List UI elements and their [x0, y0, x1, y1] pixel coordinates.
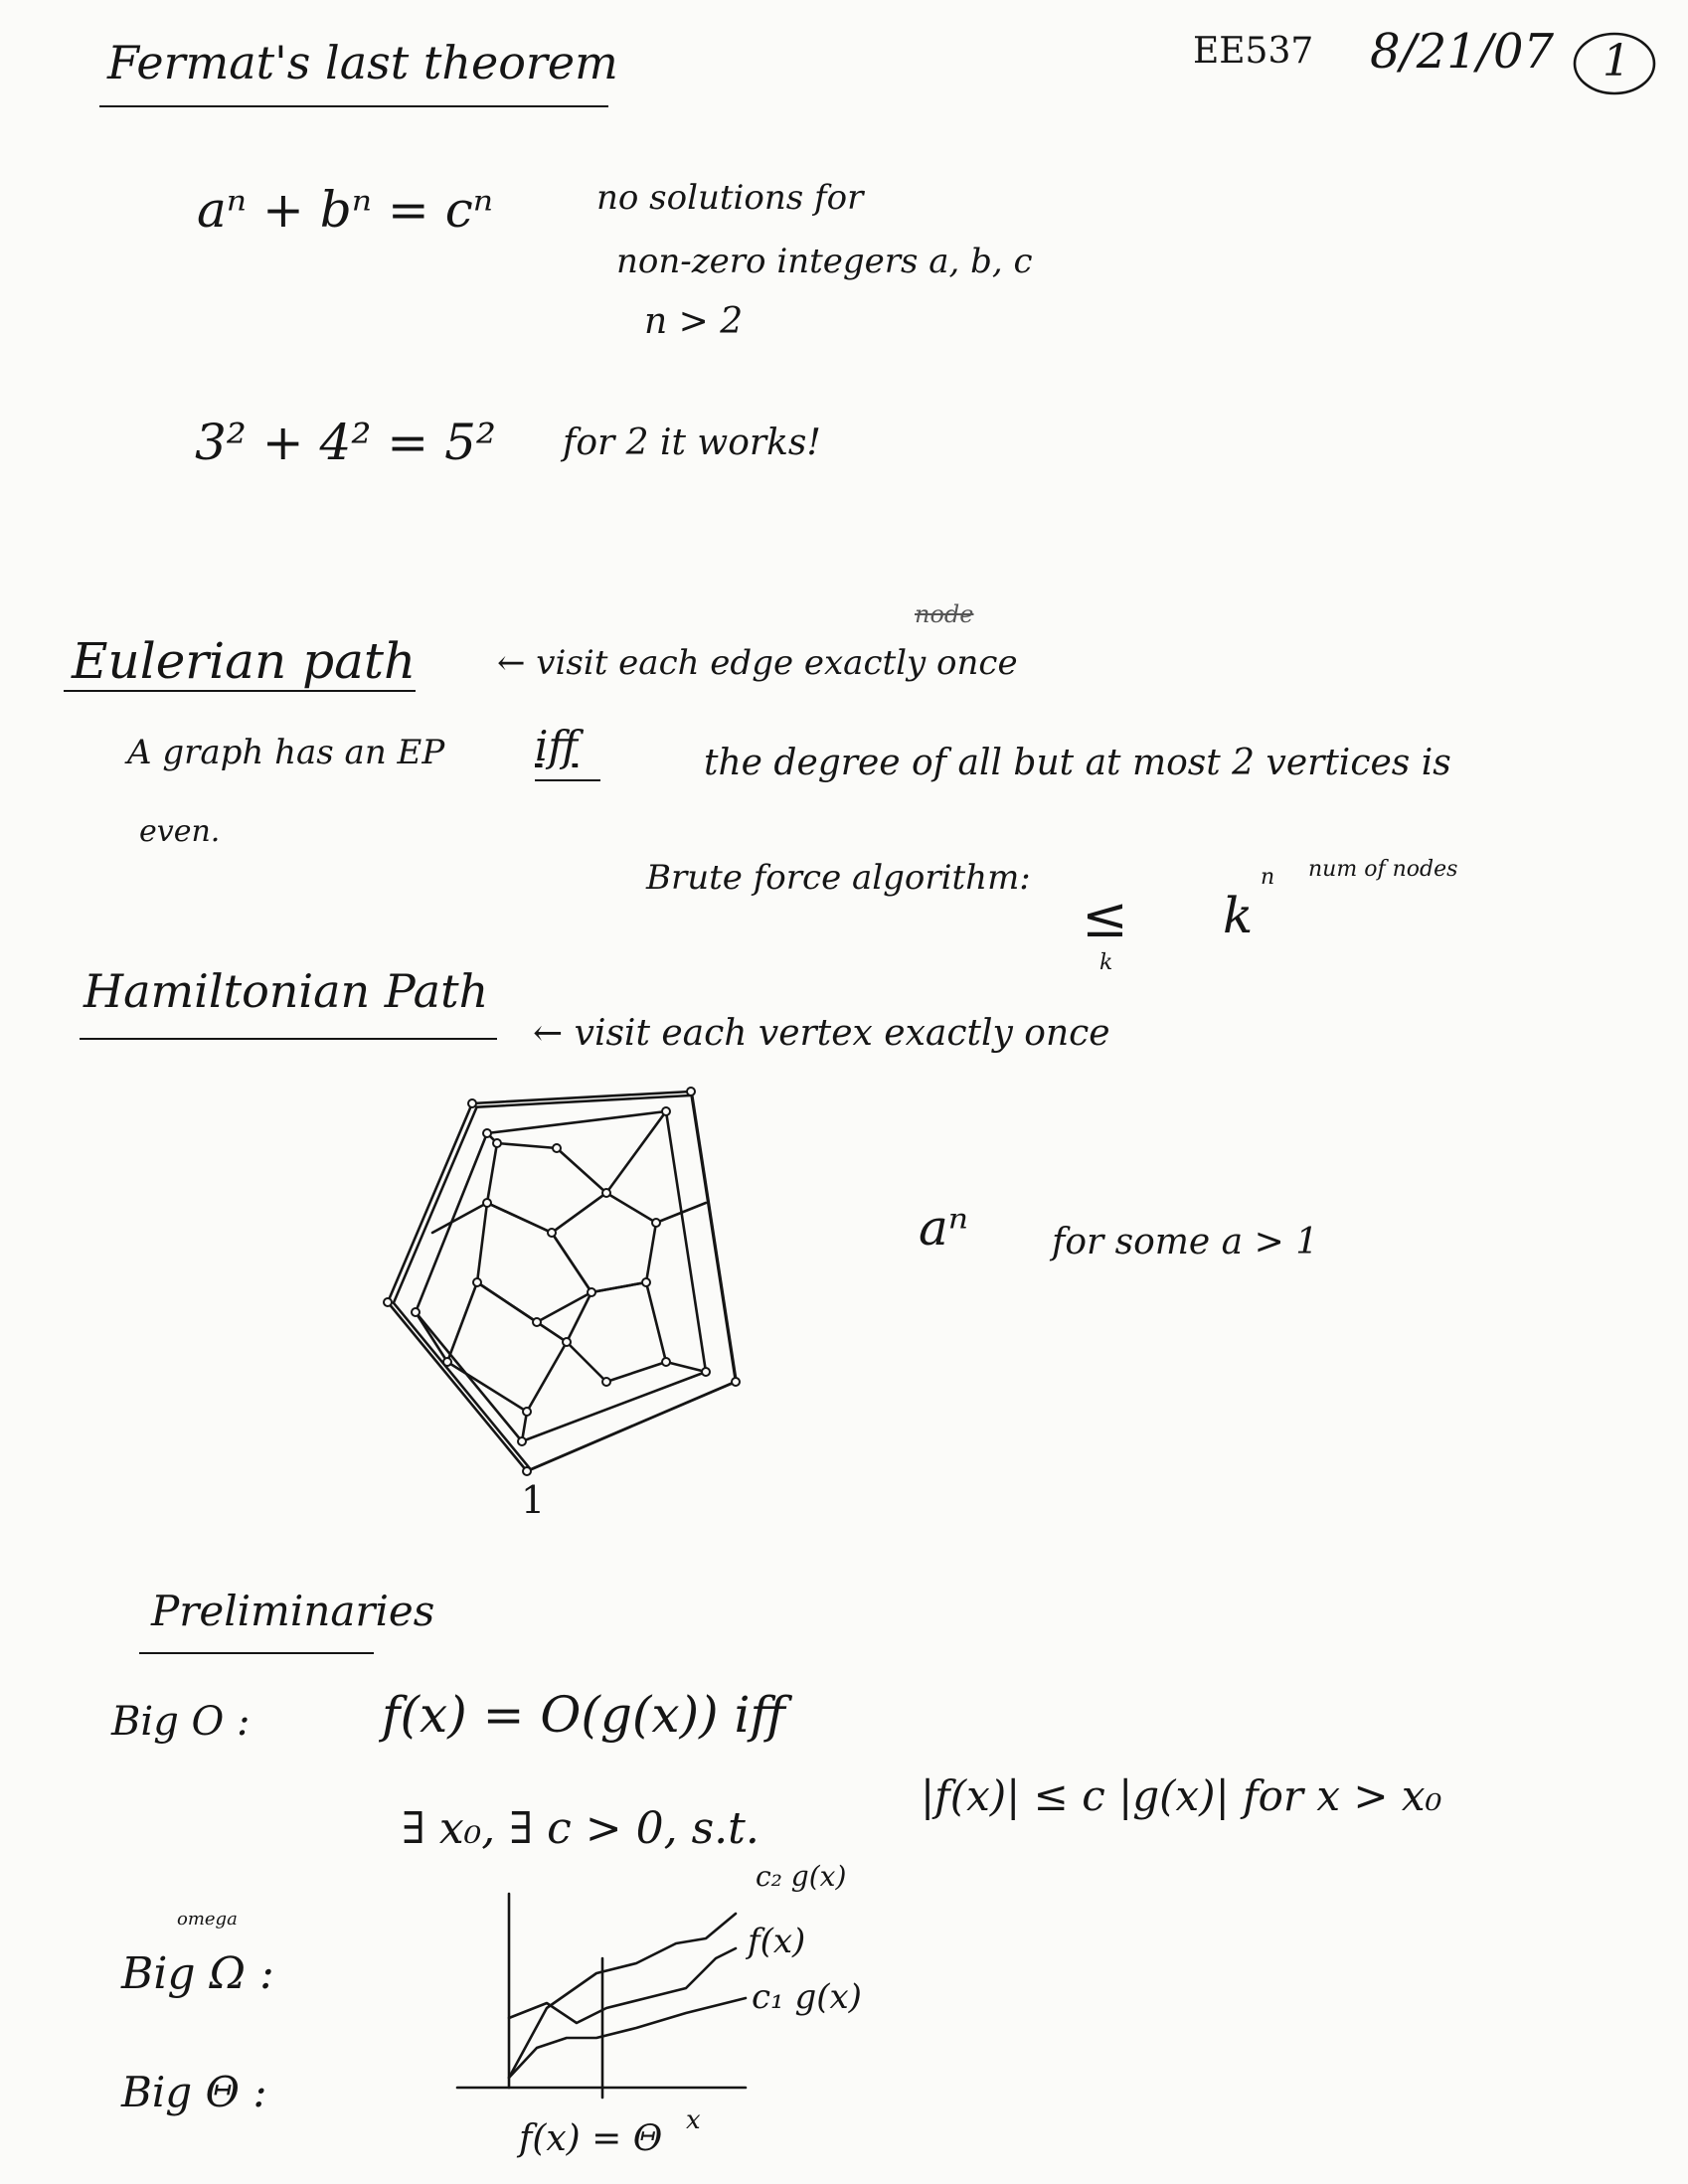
hamiltonian-complexity: aⁿ — [919, 1199, 969, 1257]
fermat-equation: aⁿ + bⁿ = cⁿ — [197, 181, 493, 239]
k-symbol: k — [1223, 887, 1254, 944]
page-number: 1 — [1603, 36, 1630, 86]
course-code: EE537 — [1193, 31, 1314, 72]
hamiltonian-arrow-note: ← visit each vertex exactly once — [533, 1013, 1110, 1054]
graph-label-upper: c₂ g(x) — [756, 1860, 847, 1893]
eulerian-definition-c: even. — [139, 814, 221, 849]
lte-subscript: k — [1099, 950, 1113, 975]
date: 8/21/07 — [1370, 24, 1555, 80]
big-o-label: Big O : — [111, 1699, 251, 1745]
fermat-example: 3² + 4² = 5² — [195, 414, 496, 471]
eulerian-title-underline — [64, 690, 416, 692]
eulerian-definition-b: the degree of all but at most 2 vertices is — [704, 743, 1451, 783]
big-omega-label: Big Ω : — [121, 1948, 274, 1999]
lte-symbol: ≤ — [1082, 886, 1128, 950]
graph-x-axis-label: x — [686, 2105, 701, 2135]
hamiltonian-title: Hamiltonian Path — [84, 964, 489, 1018]
graph-start-label: 1 — [521, 1478, 546, 1522]
bound-statement: |f(x)| ≤ c |g(x)| for x > x₀ — [921, 1771, 1442, 1820]
struck-word: node — [915, 600, 974, 628]
preliminaries-title: Preliminaries — [151, 1587, 435, 1635]
graph-label-lower: c₁ g(x) — [752, 1977, 862, 2017]
asymptotic-bounds-graph — [447, 1889, 785, 2127]
exists-clause: ∃ x₀, ∃ c > 0, s.t. — [402, 1803, 760, 1854]
hamiltonian-complexity-note: for some a > 1 — [1052, 1222, 1319, 1262]
fermat-example-note: for 2 it works! — [563, 422, 821, 463]
dodecahedron-graph — [378, 1084, 736, 1501]
fermat-note-line1: no solutions for — [596, 178, 864, 218]
eulerian-title: Eulerian path — [72, 632, 417, 690]
fermat-title-underline — [99, 105, 608, 107]
fermat-note-line3: n > 2 — [644, 301, 744, 342]
curve-middle — [509, 1948, 736, 2023]
eulerian-iff: iff — [535, 722, 579, 770]
big-theta-label: Big Θ : — [121, 2068, 267, 2116]
graph-caption: f(x) = Θ — [519, 2118, 663, 2159]
k-exponent: n — [1261, 865, 1275, 890]
preliminaries-title-underline — [139, 1652, 374, 1654]
graph-label-middle: f(x) — [748, 1922, 806, 1961]
iff-double-underline — [535, 779, 600, 781]
eulerian-definition-a: A graph has an EP — [127, 733, 445, 772]
fermat-note-line2: non-zero integers a, b, c — [616, 242, 1033, 281]
omega-note: omega — [177, 1909, 238, 1930]
big-o-definition: f(x) = O(g(x)) iff — [382, 1686, 785, 1744]
eulerian-arrow-note: ← visit each edge exactly once — [497, 643, 1018, 683]
curve-upper — [509, 1914, 736, 2078]
brute-force-label: Brute force algorithm: — [646, 858, 1031, 898]
fermat-title: Fermat's last theorem — [107, 36, 618, 89]
hamiltonian-title-underline — [80, 1038, 497, 1040]
k-note: num of nodes — [1308, 857, 1458, 882]
